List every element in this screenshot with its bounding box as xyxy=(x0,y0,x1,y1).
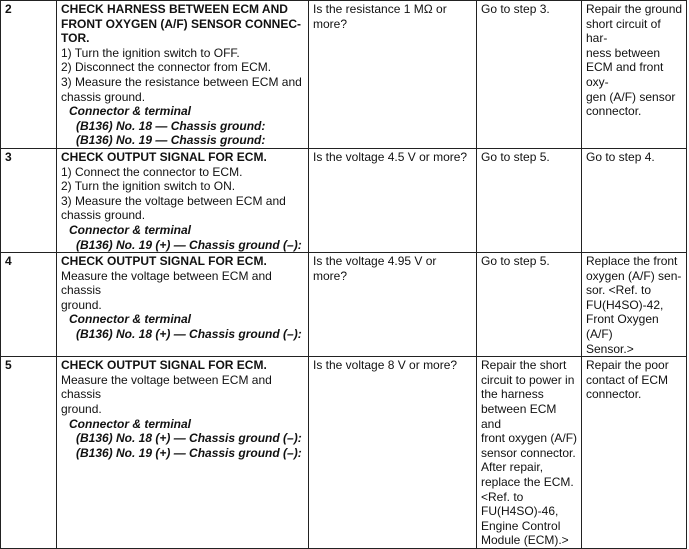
no-action-text: connector. xyxy=(586,104,642,119)
no-action-cell xyxy=(582,253,687,357)
yes-action-text: <Ref. to xyxy=(481,489,524,504)
yes-action-cell xyxy=(477,1,582,149)
check-value-text: Is the resistance 1 MΩ or xyxy=(313,2,447,16)
yes-action-cell xyxy=(477,148,582,252)
yes-action-text: Module (ECM).> xyxy=(481,533,569,548)
procedure-line: 3) Measure the resistance between ECM and xyxy=(61,74,302,89)
no-action-text: ness between xyxy=(586,45,661,60)
check-value-cell xyxy=(309,148,477,252)
yes-action-text: Go to step 5. xyxy=(481,254,550,269)
connector-terminal-label: Connector & terminal xyxy=(69,104,192,119)
yes-action-text: Go to step 5. xyxy=(481,149,550,164)
no-action-text: Sensor.> xyxy=(586,341,634,356)
yes-action-text: Repair the short xyxy=(481,358,567,373)
procedure-line: ground. xyxy=(61,297,102,312)
no-action-text: oxygen (A/F) sen- xyxy=(586,268,682,283)
procedure-line: 1) Turn the ignition switch to OFF. xyxy=(61,45,240,60)
yes-action-text: FU(H4SO)-46, xyxy=(481,504,559,519)
procedure-line: 2) Disconnect the connector from ECM. xyxy=(61,60,272,75)
procedure-line: 2) Turn the ignition switch to ON. xyxy=(61,179,236,194)
procedure-line: Measure the voltage between ECM and chassis xyxy=(61,268,272,298)
check-title: CHECK OUTPUT SIGNAL FOR ECM. xyxy=(61,358,267,373)
yes-action-text: After repair, xyxy=(481,460,544,475)
terminal-spec: (B136) No. 18 (+) — Chassis ground (–): xyxy=(76,431,302,446)
no-action-text: ECM and front oxy- xyxy=(586,60,664,89)
no-action-text: contact of ECM xyxy=(586,372,669,387)
table-row xyxy=(1,253,687,357)
check-value-text: Is the voltage 4.5 V or more? xyxy=(313,149,468,164)
check-value-text: Is the voltage 8 V or more? xyxy=(313,358,458,373)
check-value-cell xyxy=(309,1,477,149)
no-action-cell xyxy=(582,357,687,549)
procedure-line: chassis ground. xyxy=(61,208,146,223)
terminal-spec: (B136) No. 19 — Chassis ground: xyxy=(76,133,266,148)
no-action-text: gen (A/F) sensor xyxy=(586,89,676,104)
step-number: 5 xyxy=(5,358,12,373)
yes-action-text: Go to step 3. xyxy=(481,2,550,16)
table-row xyxy=(1,148,687,252)
check-title: CHECK HARNESS BETWEEN ECM AND xyxy=(61,2,288,16)
yes-action-text: sensor connector. xyxy=(481,445,576,460)
check-title: CHECK OUTPUT SIGNAL FOR ECM. xyxy=(61,254,267,269)
table-row xyxy=(1,357,687,549)
yes-action-text: front oxygen (A/F) xyxy=(481,431,578,446)
check-value-cell xyxy=(309,253,477,357)
yes-action-cell xyxy=(477,357,582,549)
step-number-cell xyxy=(1,1,57,149)
step-number-cell xyxy=(1,357,57,549)
check-title: FRONT OXYGEN (A/F) SENSOR CONNEC- xyxy=(61,16,302,31)
step-number-cell xyxy=(1,148,57,252)
no-action-text: Front Oxygen (A/F) xyxy=(586,312,659,342)
yes-action-text: Engine Control xyxy=(481,518,561,533)
check-procedure-cell xyxy=(57,148,309,252)
check-value-text: more? xyxy=(313,16,348,31)
connector-terminal-label: Connector & terminal xyxy=(69,222,192,237)
check-value-cell xyxy=(309,357,477,549)
yes-action-cell xyxy=(477,253,582,357)
no-action-text: FU(H4SO)-42, xyxy=(586,297,664,312)
no-action-text: connector. xyxy=(586,387,642,402)
check-procedure-cell xyxy=(57,357,309,549)
procedure-line: 1) Connect the connector to ECM. xyxy=(61,164,243,179)
check-procedure-cell xyxy=(57,1,309,149)
yes-action-text: the harness xyxy=(481,387,544,402)
no-action-cell xyxy=(582,148,687,252)
table-row xyxy=(1,1,687,149)
step-number: 4 xyxy=(5,254,12,269)
procedure-line: Measure the voltage between ECM and chassis xyxy=(61,372,272,402)
connector-terminal-label: Connector & terminal xyxy=(69,416,192,431)
yes-action-text: between ECM and xyxy=(481,402,557,431)
no-action-text: short circuit of har- xyxy=(586,16,661,46)
terminal-spec: (B136) No. 19 (+) — Chassis ground (–): xyxy=(76,445,302,460)
step-number: 3 xyxy=(5,149,12,164)
terminal-spec: (B136) No. 18 — Chassis ground: xyxy=(76,118,266,133)
procedure-line: ground. xyxy=(61,402,102,417)
check-value-text: Is the voltage 4.95 V or more? xyxy=(313,254,437,283)
no-action-text: Go to step 4. xyxy=(586,149,655,164)
no-action-text: sor. <Ref. to xyxy=(586,283,652,298)
check-title: CHECK OUTPUT SIGNAL FOR ECM. xyxy=(61,149,267,164)
terminal-spec: (B136) No. 19 (+) — Chassis ground (–): xyxy=(76,237,302,252)
connector-terminal-label: Connector & terminal xyxy=(69,312,192,327)
procedure-line: 3) Measure the voltage between ECM and xyxy=(61,193,286,208)
check-procedure-cell xyxy=(57,253,309,357)
procedure-line: chassis ground. xyxy=(61,89,146,104)
terminal-spec: (B136) No. 18 (+) — Chassis ground (–): xyxy=(76,327,302,342)
yes-action-text: circuit to power in xyxy=(481,372,575,387)
no-action-text: Replace the front xyxy=(586,254,678,269)
no-action-text: Repair the poor xyxy=(586,358,669,373)
check-title: TOR. xyxy=(61,31,90,46)
step-number: 2 xyxy=(5,2,12,16)
yes-action-text: replace the ECM. xyxy=(481,475,574,489)
step-number-cell xyxy=(1,253,57,357)
no-action-cell xyxy=(582,1,687,149)
no-action-text: Repair the ground xyxy=(586,2,683,16)
